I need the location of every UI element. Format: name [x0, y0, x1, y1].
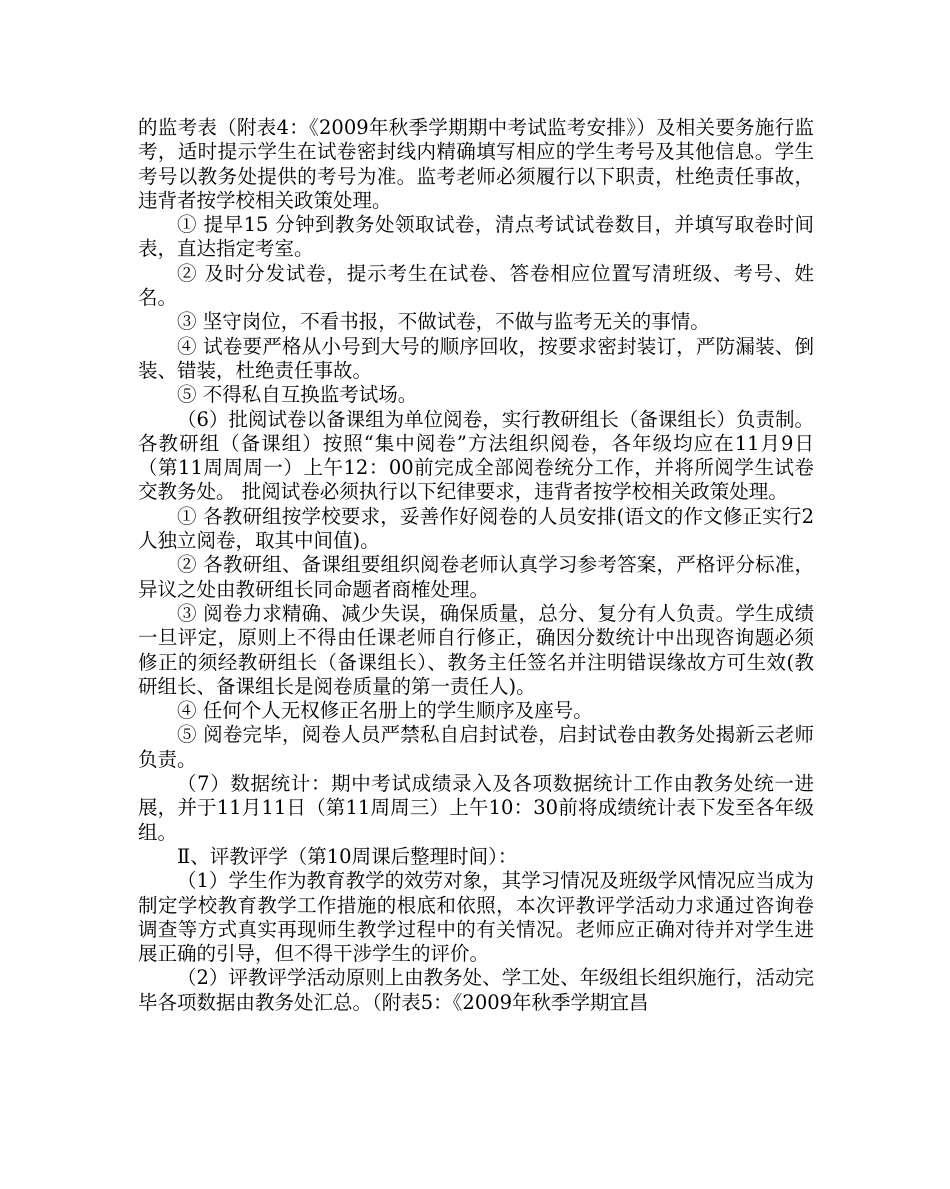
paragraph-invigilation-intro: 的监考表（附表4：《2009年秋季学期期中考试监考安排》）及相关要务施行监考，适时提示学生在试卷密封线内精确填写相应的学生考号及其他信息。学生考号以教务处提供的考号为准。监考老师必须履行以下职责，杜绝责任事故，违背者按学校相关政策处理。 — [138, 116, 814, 212]
paragraph-grading-item-5: ⑤ 阅卷完毕，阅卷人员严禁私自启封试卷，启封试卷由教务处揭新云老师负责。 — [138, 723, 814, 771]
paragraph-grading-item-1: ① 各教研组按学校要求，妥善作好阅卷的人员安排(语文的作文修正实行2人独立阅卷，取其中间值)。 — [138, 504, 814, 553]
paragraph-item-4: ④ 试卷要严格从小号到大号的顺序回收，按要求密封装订，严防漏装、倒装、错装，杜绝责任事故。 — [138, 334, 814, 382]
paragraph-grading-item-2: ② 各教研组、备课组要组织阅卷老师认真学习参考答案，严格评分标准，异议之处由教研组长同命题者商榷处理。 — [138, 553, 814, 601]
document-page — [138, 116, 814, 1015]
paragraph-evaluation-2: （2）评教评学活动原则上由教务处、学工处、年级组长组织施行，活动完毕各项数据由教务处汇总。（附表5：《2009年秋季学期宜昌 — [138, 966, 814, 1014]
paragraph-item-3: ③ 坚守岗位，不看书报，不做试卷，不做与监考无关的事情。 — [177, 310, 710, 334]
paragraph-item-1: ① 提早15 分钟到教务处领取试卷，清点考试试卷数目，并填写取卷时间表，直达指定考室。 — [138, 213, 814, 261]
paragraph-evaluation-1: （1）学生作为教育教学的效劳对象，其学习情况及班级学风情况应当成为制定学校教育教学工作措施的根底和依照，本次评教评学活动力求通过咨询卷调查等方式真实再现师生教学过程中的有关情况。老师应正确对待并对学生进展正确的引导，但不得干涉学生的评价。 — [138, 869, 814, 966]
paragraph-item-2: ② 及时分发试卷，提示考生在试卷、答卷相应位置写清班级、考号、姓名。 — [138, 261, 814, 310]
paragraph-grading-item-4: ④ 任何个人无权修正名册上的学生顺序及座号。 — [177, 699, 593, 723]
heading-evaluation: Ⅱ、评教评学（第10周课后整理时间）： — [177, 844, 518, 868]
paragraph-grading-item-3: ③ 阅卷力求精确、减少失误，确保质量，总分、复分有人负责。学生成绩一旦评定，原则上不得由任课老师自行修正，确因分数统计中出现咨询题必须修正的须经教研组长（备课组长）、教务主任签名并注明错误缘故方可生效(教研组长、备课组长是阅卷质量的第一责任人)。 — [138, 601, 814, 698]
paragraph-section-6-grading: （6）批阅试卷以备课组为单位阅卷，实行教研组长（备课组长）负责制。各教研组（备课组）按照“集中阅卷”方法组织阅卷，各年级均应在11月9日（第11周周周一）上午12：00前完成全部阅卷统分工作，并将所阅学生试卷交教务处。 批阅试卷必须执行以下纪律要求，违背者按学校相关政策处理。 — [138, 407, 814, 504]
paragraph-item-5: ⑤ 不得私自互换监考试场。 — [177, 383, 418, 407]
paragraph-section-7-statistics: （7）数据统计：期中考试成绩录入及各项数据统计工作由教务处统一进展，并于11月11日（第11周周三）上午10：30前将成绩统计表下发至各年级组。 — [138, 772, 814, 844]
